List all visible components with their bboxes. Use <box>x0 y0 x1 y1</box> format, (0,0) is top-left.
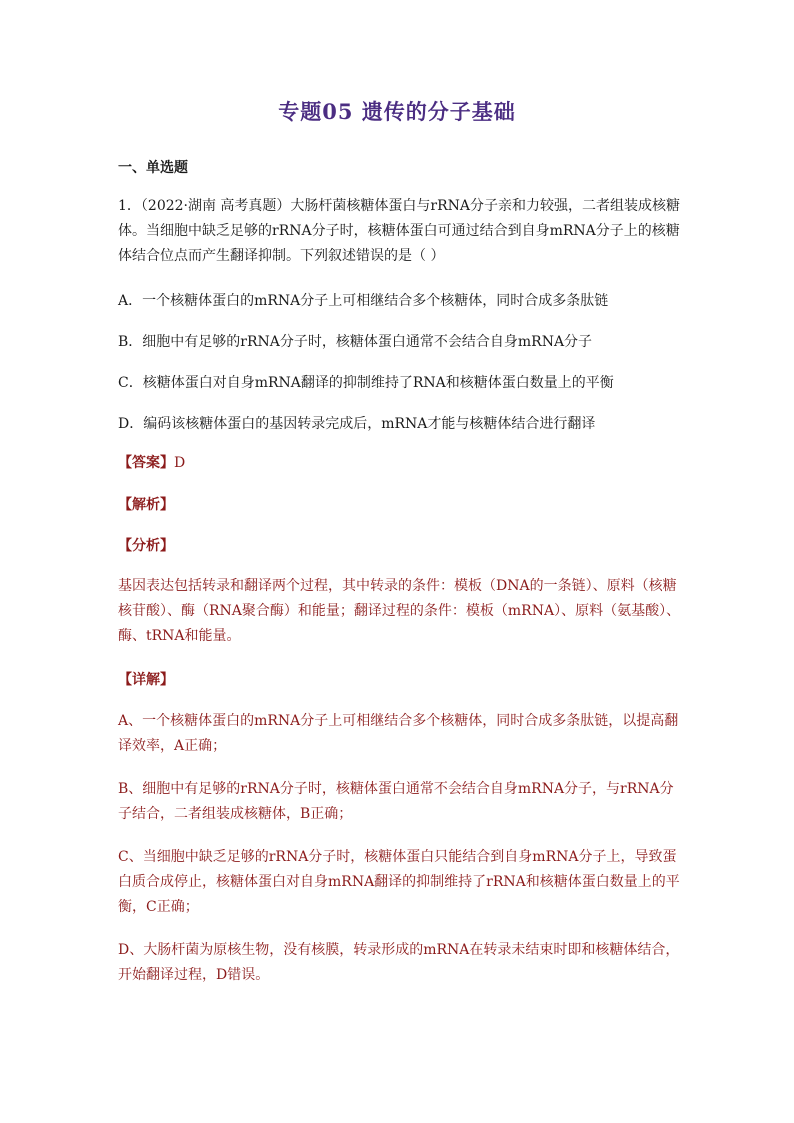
detail-a: A、一个核糖体蛋白的mRNA分子上可相继结合多个核糖体，同时合成多条肽链，以提高翻译效率，A正确； <box>118 713 679 754</box>
detail-d: D、大肠杆菌为原核生物，没有核膜，转录形成的mRNA在转录未结束时即和核糖体结合，开始翻译过程，D错误。 <box>118 942 680 983</box>
breakdown-label: 【分析】 <box>118 538 174 554</box>
detail-b: B、细胞中有足够的rRNA分子时，核糖体蛋白通常不会结合自身mRNA分子，与rRNA分子结合，二者组装成核糖体，B正确； <box>118 781 674 822</box>
option-a: A．一个核糖体蛋白的mRNA分子上可相继结合多个核糖体，同时合成多条肽链 <box>118 293 609 309</box>
option-b: B．细胞中有足够的rRNA分子时，核糖体蛋白通常不会结合自身mRNA分子 <box>118 334 593 350</box>
answer-label: 【答案】 <box>118 455 174 471</box>
option-c: C．核糖体蛋白对自身mRNA翻译的抑制维持了RNA和核糖体蛋白数量上的平衡 <box>118 375 614 391</box>
page-title: 专题05 遗传的分子基础 <box>278 99 516 124</box>
analysis-label: 【解析】 <box>118 497 174 513</box>
question-stem: 1．（2022·湖南 高考真题）大肠杆菌核糖体蛋白与rRNA分子亲和力较强，二者组装成核糖体。当细胞中缺乏足够的rRNA分子时，核糖体蛋白可通过结合到自身mRNA分子上的核糖体结合位点而产生翻译抑制。下列叙述错误的是（ ） <box>118 198 681 264</box>
breakdown-text: 基因表达包括转录和翻译两个过程，其中转录的条件：模板（DNA的一条链）、原料（核糖核苷酸）、酶（RNA聚合酶）和能量；翻译过程的条件：模板（mRNA）、原料（氨基酸）、酶、tRNA和能量。 <box>118 578 681 644</box>
answer-line <box>118 452 185 472</box>
detail-c: C、当细胞中缺乏足够的rRNA分子时，核糖体蛋白只能结合到自身mRNA分子上，导致蛋白质合成停止，核糖体蛋白对自身mRNA翻译的抑制维持了rRNA和核糖体蛋白数量上的平衡，C正确； <box>118 849 680 915</box>
section-heading: 一、单选题 <box>118 160 188 176</box>
answer-value: D <box>174 455 186 471</box>
detail-label: 【详解】 <box>118 672 174 688</box>
option-d: D．编码该核糖体蛋白的基因转录完成后，mRNA才能与核糖体结合进行翻译 <box>118 416 596 432</box>
